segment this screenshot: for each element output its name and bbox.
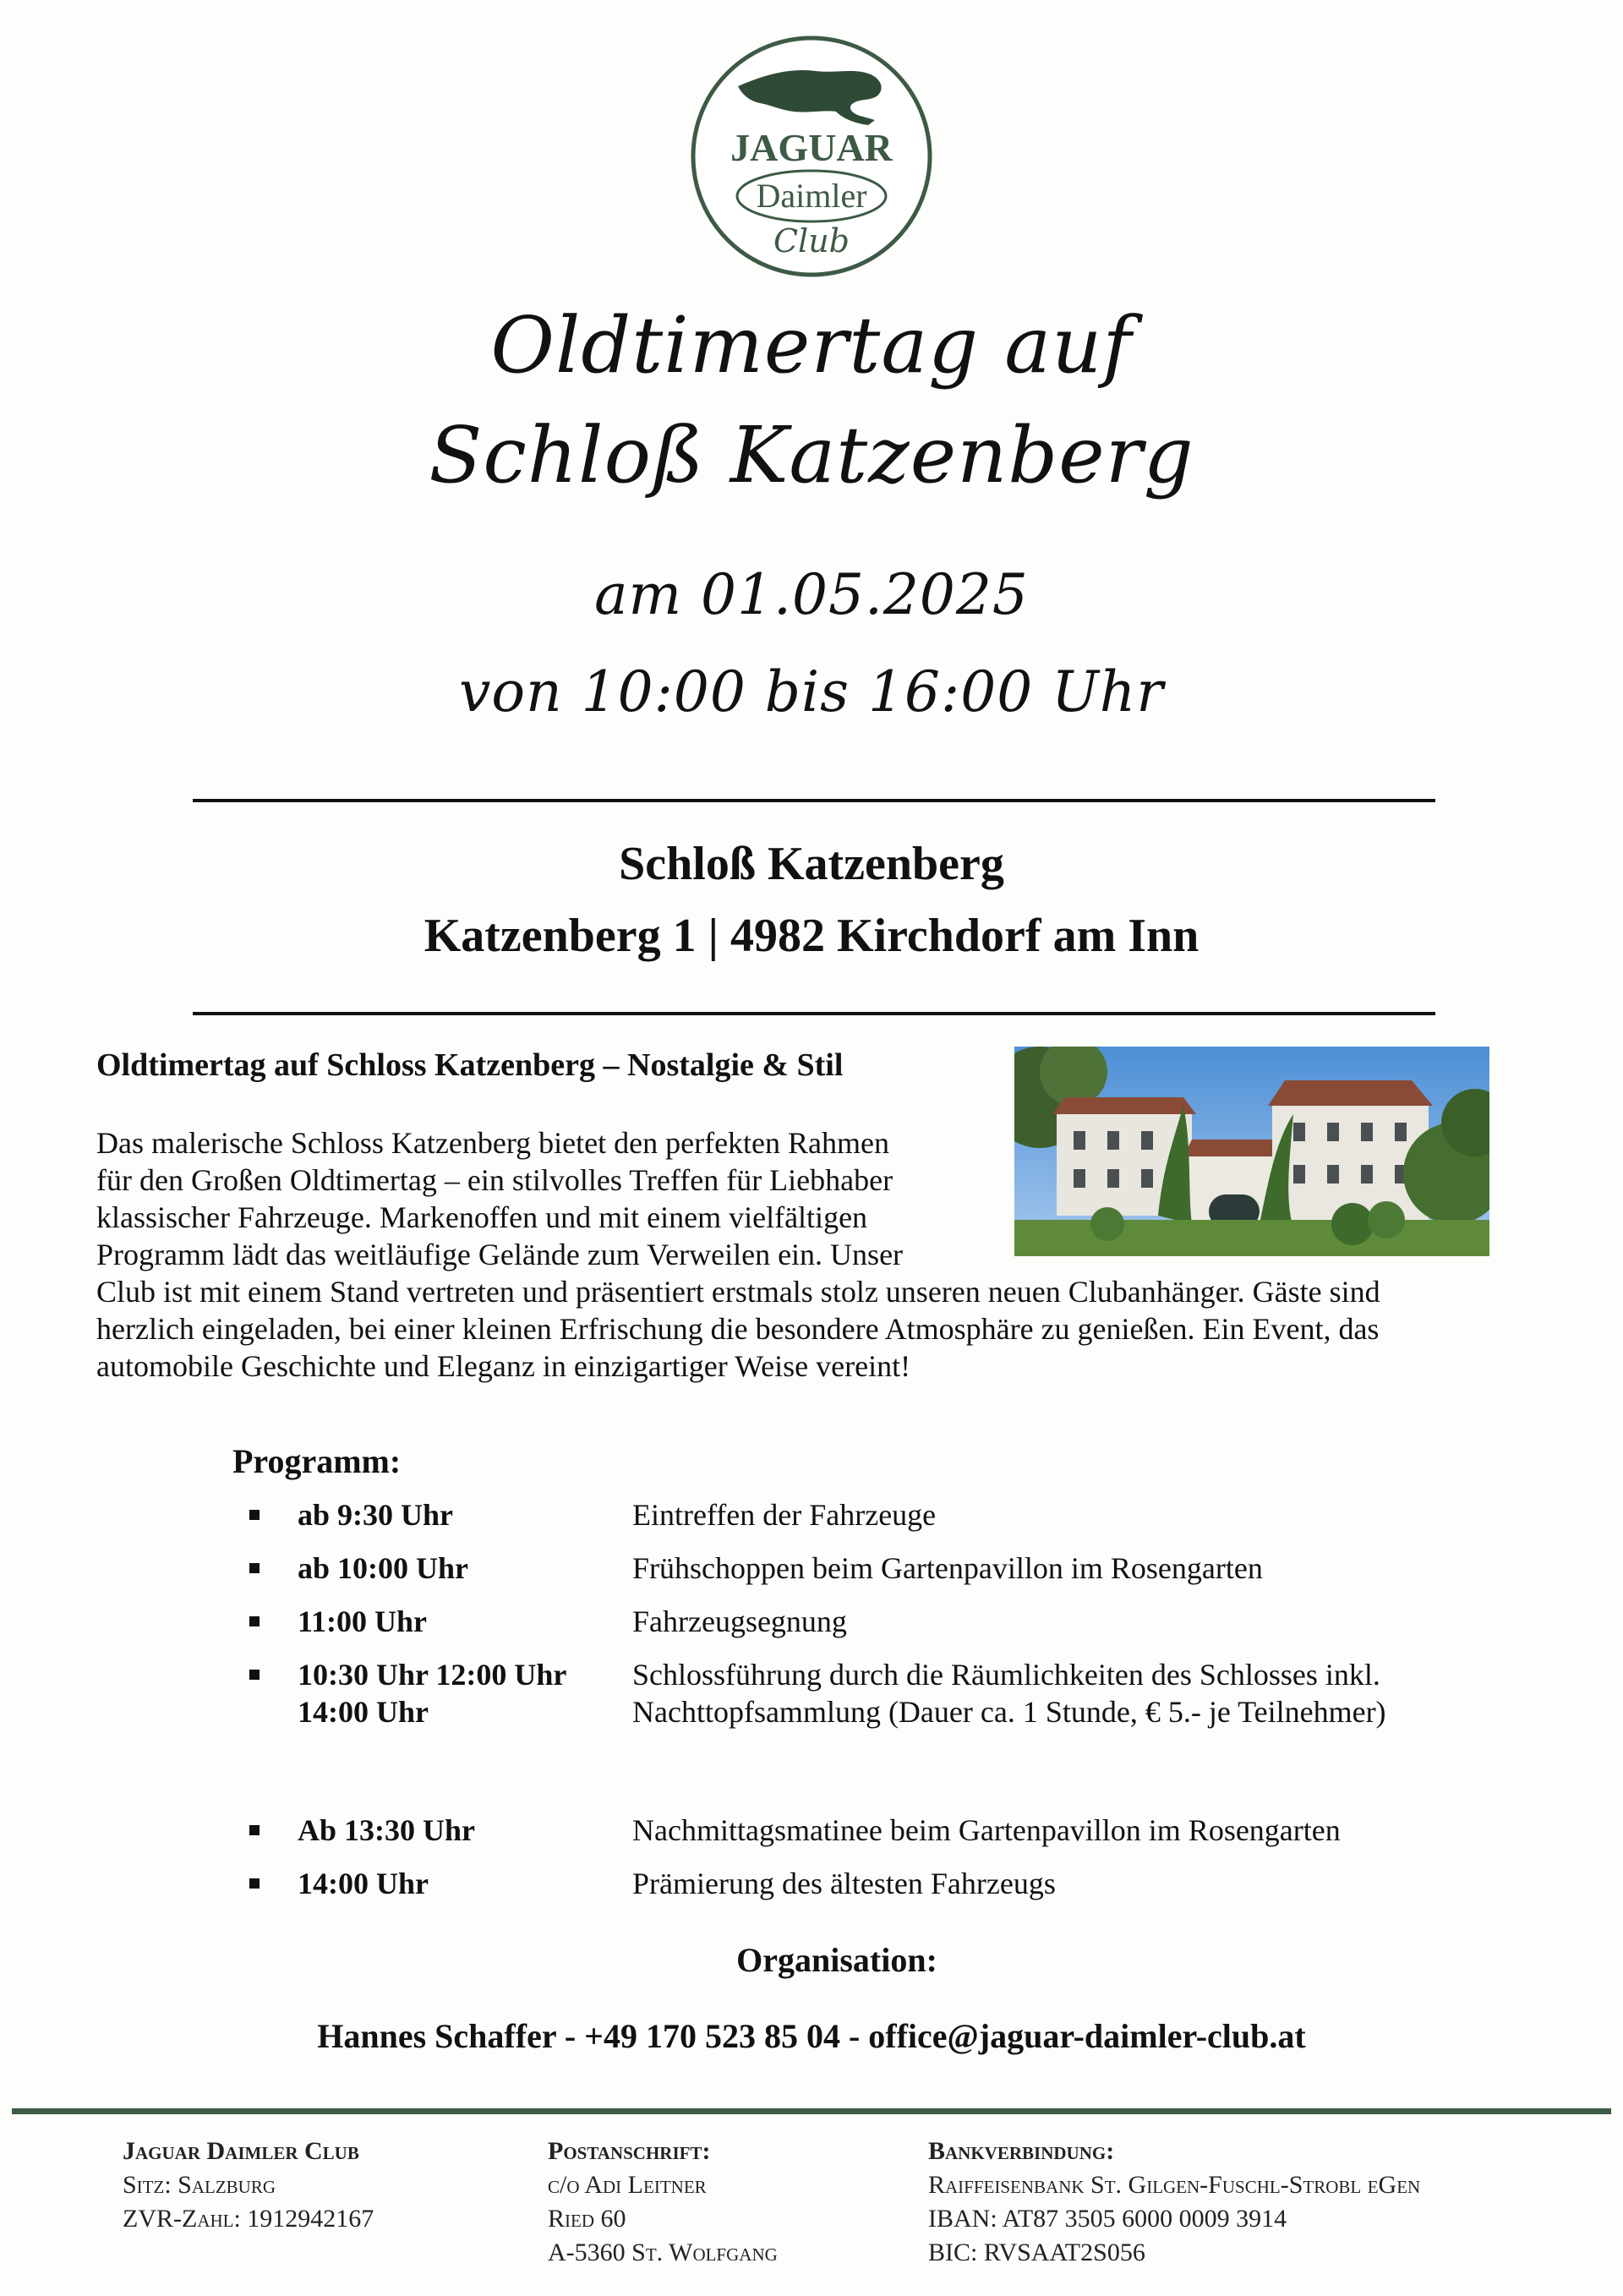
logo-text-jaguar: JAGUAR xyxy=(730,126,893,169)
venue-address: Katzenberg 1 | 4982 Kirchdorf am Inn xyxy=(424,910,1199,962)
footer-bank-details xyxy=(928,2135,1420,2270)
intro-line: klassischer Fahrzeuge. Markenoffen und mit einem vielfältigen xyxy=(96,1200,868,1234)
title-line-1: Oldtimertag auf xyxy=(490,300,1133,391)
intro-line: Das malerische Schloss Katzenberg bietet den perfekten Rahmen xyxy=(96,1126,890,1160)
intro-line: automobile Geschichte und Eleganz in einzigartiger Weise vereint! xyxy=(96,1349,911,1383)
organisation-contact: Hannes Schaffer - +49 170 523 85 04 - office@jaguar-daimler-club.at xyxy=(317,2017,1306,2055)
bullet-icon xyxy=(249,1616,260,1626)
footer-postal-address xyxy=(548,2135,778,2270)
program-time: ab 10:00 Uhr xyxy=(298,1551,469,1585)
event-date: am 01.05.2025 xyxy=(594,562,1029,627)
intro-line: Club ist mit einem Stand vertreten und präsentiert erstmals stolz unseren neuen Clubanhänger. Gäste sind xyxy=(96,1275,1380,1309)
logo-text-daimler: Daimler xyxy=(756,177,867,215)
bullet-icon xyxy=(249,1878,260,1889)
intro-heading: Oldtimertag auf Schloss Katzenberg – Nostalgie & Stil xyxy=(96,1047,844,1083)
intro-text xyxy=(96,1124,1500,1385)
bullet-icon xyxy=(249,1825,260,1835)
program-time: 11:00 Uhr xyxy=(298,1604,427,1638)
footer-heading: Postanschrift: xyxy=(548,2137,711,2165)
program-time: 14:00 Uhr xyxy=(298,1867,429,1900)
footer-divider xyxy=(12,2108,1611,2114)
program-desc: Prämierung des ältesten Fahrzeugs xyxy=(632,1867,1056,1900)
bullet-icon xyxy=(249,1563,260,1573)
program-time: ab 9:30 Uhr xyxy=(298,1498,454,1532)
program-desc: Nachmittagsmatinee beim Gartenpavillon im Rosengarten xyxy=(632,1813,1341,1847)
event-time: von 10:00 bis 16:00 Uhr xyxy=(459,659,1164,724)
organisation-heading: Organisation: xyxy=(736,1941,937,1979)
footer-line: ZVR-Zahl: 1912942167 xyxy=(123,2205,374,2233)
footer-heading: Jaguar Daimler Club xyxy=(123,2137,359,2165)
program-desc: Fahrzeugsegnung xyxy=(632,1604,847,1638)
venue-name: Schloß Katzenberg xyxy=(619,838,1004,890)
program-desc: Eintreffen der Fahrzeuge xyxy=(632,1498,937,1532)
club-logo xyxy=(689,34,934,279)
divider-bottom xyxy=(193,1012,1435,1015)
program-heading: Programm: xyxy=(232,1442,402,1480)
intro-line: für den Großen Oldtimertag – ein stilvolles Treffen für Liebhaber xyxy=(96,1163,893,1197)
intro-line: Programm lädt das weitläufige Gelände zum Verweilen ein. Unser xyxy=(96,1238,904,1271)
bullet-icon xyxy=(249,1510,260,1520)
divider-top xyxy=(193,799,1435,802)
intro-line: herzlich eingeladen, bei einer kleinen Erfrischung die besondere Atmosphäre zu genießen. Ein Event, das xyxy=(96,1312,1380,1346)
footer-line: Sitz: Salzburg xyxy=(123,2171,276,2199)
footer-line: IBAN: AT87 3505 6000 0009 3914 xyxy=(928,2205,1287,2233)
program-desc: Frühschoppen beim Gartenpavillon im Rosengarten xyxy=(632,1551,1263,1585)
footer-heading: Bankverbindung: xyxy=(928,2137,1115,2165)
bullet-icon xyxy=(249,1670,260,1680)
footer-club-info xyxy=(123,2135,374,2236)
footer-line: A-5360 St. Wolfgang xyxy=(548,2239,778,2266)
footer-line: c/o Adi Leitner xyxy=(548,2171,707,2199)
program-desc: Schlossführung durch die Räumlichkeiten des Schlosses inkl. Nachttopfsammlung (Dauer ca. 1 Stunde, € 5.- je Teilnehmer) xyxy=(632,1658,1386,1729)
program-time: 10:30 Uhr 12:00 Uhr 14:00 Uhr xyxy=(298,1658,566,1729)
logo-text-club: Club xyxy=(773,222,850,260)
footer-line: BIC: RVSAAT2S056 xyxy=(928,2239,1145,2266)
title-line-2: Schloß Katzenberg xyxy=(429,410,1194,500)
footer-line: Ried 60 xyxy=(548,2205,626,2233)
program-time: Ab 13:30 Uhr xyxy=(298,1813,476,1847)
footer-line: Raiffeisenbank St. Gilgen-Fuschl-Strobl eGen xyxy=(928,2171,1421,2199)
